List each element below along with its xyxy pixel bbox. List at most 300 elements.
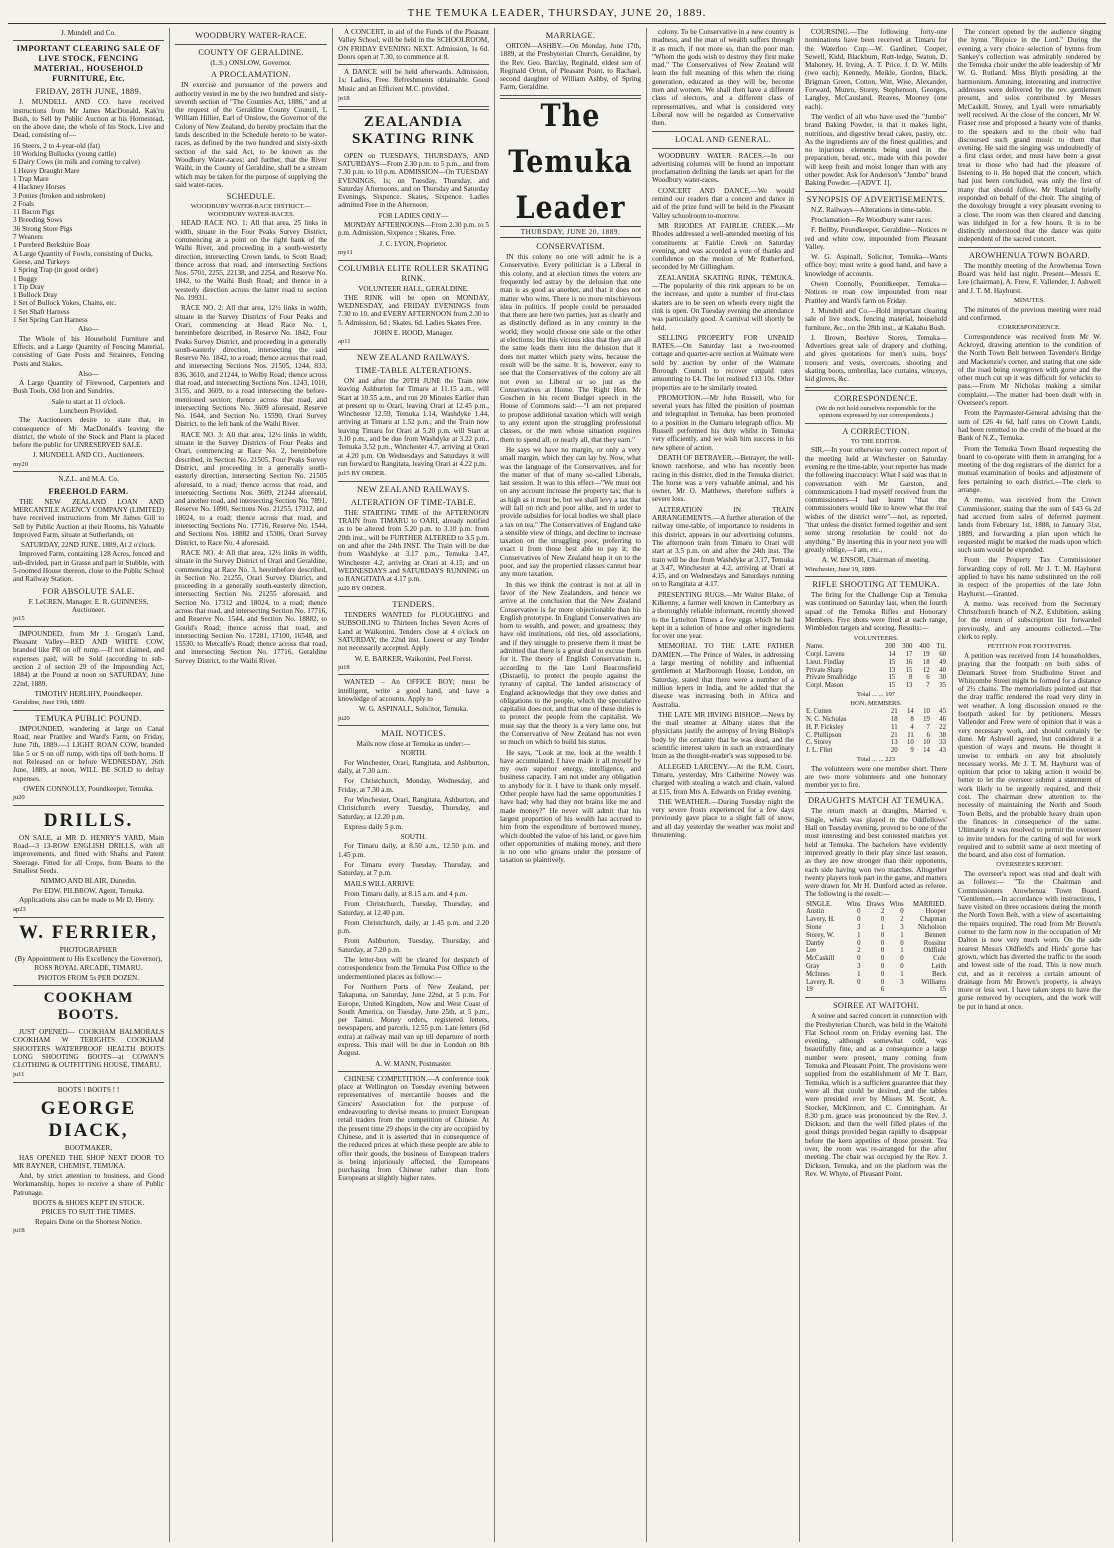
list-item: 7 Weaners (13, 233, 43, 242)
rink-body: OPEN on TUESDAYS, THURSDAYS, AND SATURDAYS—From 2.30 p.m. to 5 p.m., and from 7.30 p.m. to 10 p.m. ADMISSION—On TUESDAY EVENINGS, 1s; on Tuesday, Thursday, and Saturday Afternoons, and on Thursday and Saturday Evenings, Sixpence. Skates, Sixpence. Ladies admitted Free in the Afternoon. (338, 151, 489, 210)
correction-signature: A. W. ENSOR, Chairman of meeting. (821, 556, 931, 565)
issue-dateline: THURSDAY, JUNE 20, 1889. (500, 226, 641, 238)
overseer-report: The overseer's report was read and dealt with as follows:— "To the Chairman and Commissioners Arowhenua Town Board. "Gentlemen,—In accordance with instructions, I have visited on three occasions during the month the North Town Belt, with a view of ascertaining the repairs required. The road from Mr Brown's corner to the farm now in the occupation of Mr Dalton is now very much worn. On the side nearest Messrs Oldfield's and Hirds' gorse has grown, which has diverted the traffic to the south and lowest side of the road. This is now much cut, and as it receives a certain amount of drainage from Mr Brown's property, is always more or less wet. I have taken steps to have the gorse removed by occupiers, and the work will be put in hand at once. (958, 869, 1101, 1011)
table-cell: McInnes (806, 970, 830, 978)
correction-letter: SIR,—In your otherwise very correct report of the meeting held at Winchester on Saturday evening re the time-table, your reporter has made the following inaccuracy: What I said was that in conversation with Mr Garston, and communications I had myself received from the commissioners—I had learnt "that the commissioners would like to know what the real wishes of the district were"—not, as reported, "that unless the district formed together and sent some strong resolution he could not do anything." By inserting this in your next you will greatly oblige,—I am, etc., (805, 446, 947, 554)
table-cell: 10 (906, 739, 914, 747)
sale-body: J. MUNDELL AND CO. have received instructions from Mr James MacDonald, Kak'ru Bush, to Sell by Public Auction at his Homestead, on the above date, the whole of his Stock, Live and Dead, consisting of— (13, 98, 164, 140)
paragraph: MAILS WILL ARRIVE (344, 879, 414, 888)
table-cell: Bennett (924, 931, 946, 939)
table-cell: Nicholson (918, 924, 946, 932)
paragraph: For Winchester, Orari, Rangitata, and Ashburton, daily, at 7.30 a.m. (338, 758, 489, 776)
columns (8, 28, 1106, 1542)
overseer-heading: OVERSEER'S REPORT. (996, 861, 1063, 869)
cookham-heading: COOKHAM BOOTS. (43, 989, 134, 1023)
table-row (805, 724, 947, 732)
table-cell: 15 (888, 658, 896, 666)
alteration-heading: ALTERATION OF TIME-TABLE. (350, 497, 477, 507)
minutes-heading: MINUTES. (1014, 296, 1045, 304)
columbia-heading: COLUMBIA ELITE ROLLER SKATING RINK. (338, 263, 489, 283)
table-cell: 15 (939, 986, 946, 994)
petition-heading: PETITION FOR FOOTPATHS. (987, 643, 1072, 651)
list-item: 6 Dairy Cows (in milk and coming to calve) (13, 158, 140, 167)
paragraph: ALTERATION IN TRAIN ARRANGEMENTS.—A further alteration of the railway time-table, of importance to residents in this district, appears in our advertising columns. The afternoon train from Timaru to Orari will start at 3.5 p.m. on and after the 24th inst. The train will be due from Washdyke at 3.17, Temuka at 3.47, Winchester at 4.2, arriving at Orari at 4.15, and on Wednesdays and Saturdays running on to Rangitata at 4.17. (652, 505, 794, 589)
soiree-heading: SOIREE AT WAITOHI. (832, 1001, 920, 1011)
table-cell: 19 (806, 986, 813, 994)
draughts-heading: DRAUGHTS MATCH AT TEMUKA. (807, 796, 945, 806)
table-cell: Storey, W. (806, 931, 835, 939)
column-2 (170, 28, 333, 1542)
table-cell: 40 (939, 666, 946, 674)
town-board-heading: AROWHENUA TOWN BOARD. (968, 250, 1091, 260)
ferrier-heading: W. FERRIER, (18, 921, 158, 943)
columbia-signature: JOHN E. HOOD, Manager. (373, 329, 454, 338)
table-header-row (805, 643, 947, 651)
table-cell: 30 (939, 674, 946, 682)
timetable-heading: TIME-TABLE ALTERATIONS. (355, 365, 472, 375)
pound-heading: TEMUKA PUBLIC POUND. (35, 713, 142, 723)
table-cell: 6 (880, 986, 885, 994)
column-5 (647, 28, 800, 1542)
ferrier-line2: (By Appointment to His Excellency the Governor), (14, 955, 163, 964)
table-cell: Ttl. (936, 643, 946, 651)
paragraph: THE WEATHER.—During Tuesday night the very severe frosts experienced for a few days previously gave place to a slight fall of snow, and all day yesterday the weather was moist and threatening. (652, 797, 794, 840)
table-cell: C. Storey (806, 739, 832, 747)
sale-date: FRIDAY, 28TH JUNE, 1889. (35, 87, 142, 97)
also-2-body: A Large Quantity of Firewood, Carpenters and Bush Tools, Old Iron and Sundries. (13, 379, 164, 396)
paragraph: From Timaru daily, at 8.15 a.m. and 4 p.m. (344, 889, 468, 898)
paragraph: RACE NO. 3: All that area, 12½ links in width, situate in the Survey Districts of Four Peaks and Orari, commencing at Race No. 2, hereinbefore described, in Section No. 21505, Four Peaks Survey District, and proceeding in a generally south-easterly direction, intersecting Section No. 21505 aforesaid, to a road; thence across that road, and intersecting Sections Nos. 3609, 21244 aforesaid, and another road, and intersecting Section No. 7891, Reserve No. 1890, Sections Nos. 21255, 17312, and 18024, to a road; thence across that road, and intersecting Sections No. 17716, Reserve No. 1544, and Sections Nos. 18882 and 15306, Orari Survey District, to Race No. 4 aforesaid. (175, 430, 327, 547)
paragraph: Proclamation—Re Woodbury water races. (811, 215, 933, 224)
table-cell: 13 (888, 666, 896, 674)
drills-body: ON SALE, at MR D. HENRY'S YARD, Main Road—3 13-ROW ENGLISH DRILLS, with all improvements, and fitted with Shafts and Patent Steerage. Fitted for all Crops, from Beans to the Smallest Seeds. (13, 833, 164, 875)
table-cell: 0 (857, 916, 861, 924)
table-cell: 200 (885, 643, 896, 651)
table-row (805, 932, 947, 940)
paragraph: J. Brown, Beehive Stores, Temuka—Advertises great sale of drapery and clothing, and gives quotations for men's suits, boys' trousers and vests, overcoats, shooting and skating boots, umbrellas, lace curtains, winceys, kid gloves, &c. (805, 333, 947, 384)
paragraph: RACE NO. 2: All that area, 12½ links in width, situate in the Survey Districts of Four Peaks and Orari, commencing at Head Race No. 1, hereinbefore described, in Reserve No. 1842, Four Peaks Survey District, and proceeding in a generally south-easterly direction, intersecting the said Reserve No. 1842, to a road; thence across that road, and intersecting Sections Nos. 21505, 1244, 833, 836, 3610, and 21244, to Welby Road; thence across that road, and intersecting Sections Nos. 1243, 1010, 3155, and 3609, to a road intersecting the before-mentioned section; thence across that road, and intersecting Sections No. 3609 aforesaid, Reserve No. 1644, and Section No. 15590, Orari Survey District, to the left bank of the Waihi River. (175, 304, 327, 429)
columbia-body: THE RINK will be open on MONDAY, WEDNESDAY, and FRIDAY EVENINGS from 7.30 to 10, and EVERY AFTERNOON from 2.30 to 5. Admission, 6d ; Skates, 6d. Ladies Skates Free. (338, 293, 489, 327)
hon-members-heading: HON. MEMBERS. (850, 699, 902, 707)
list-item: 1 Heavy Draught Mare (13, 166, 80, 175)
table-cell: 2 (857, 947, 861, 955)
synopsis-heading: SYNOPSIS OF ADVERTISEMENTS. (806, 194, 946, 204)
table-cell: 22 (939, 723, 946, 731)
table-cell: 60 (939, 650, 946, 658)
table-cell: Cole (933, 955, 946, 963)
table-cell: Hooper (925, 908, 946, 916)
list-item: 1 Purebred Berkshire Boar (13, 241, 90, 250)
absolute-ref: jn15 (13, 615, 25, 623)
table-row (805, 963, 947, 971)
synopsis-items (805, 206, 947, 384)
freehold-heading: FREEHOLD FARM. (48, 486, 129, 496)
drills-heading: DRILLS. (43, 809, 134, 831)
list-item: A Large Quantity of Fowls, consisting of Ducks, Geese, and Turkeys (13, 249, 153, 266)
paragraph: THE LATE MR IRVING BISHOP.—News by the mail steamer at Albany states that the physicians justify the autopsy of Irving Bishop's body by the certainty that he was dead, and the scientific interest taken in such an extraordinary brain as the thought-reader's was supposed to be. (652, 710, 794, 761)
list-item: 36 Strong Store Pigs (13, 224, 73, 233)
drills-signature-2: Per EDW. PILBROW, Agent, Temuka. (32, 886, 145, 895)
table-cell: SINGLE. (806, 900, 832, 908)
to-the-editor: TO THE EDITOR. (850, 437, 902, 445)
table-cell: 14 (888, 650, 896, 658)
list-item: 1 Tip Dray (13, 282, 45, 291)
table-cell: 14 (906, 708, 914, 716)
paragraph: For Timaru every Tuesday, Thursday, and Saturday, at 7 p.m. (338, 861, 489, 878)
office-boy-signature: W. G. ASPINALL, Solicitor, Temuka. (358, 705, 469, 714)
table-row (805, 739, 947, 747)
table-cell: 8 (910, 715, 914, 723)
rink-ref: my11 (338, 248, 353, 256)
concert-continued: The concert opened by the audience singing the hymn "Rejoice in the Lord." During the evening a very choice selection of hymns from Sankey's collection was admirably rendered by the Temuka choir under the able leadership of Mr W. G. Rutland, Miss Blyth presiding at the harmonium. Amusing, interesting and instructive addresses were delivered by the rev. gentlemen present, and solos contributed by Messrs McCaskill, Storey, and Lyall were remarkably well received. At the close of the concert, Mr W. Fraser rose and proposed a hearty vote of thanks to the speakers and to the choir who had discoursed such grand music to them that evening. He said the singing was undoubtedly of a first class order, and must have been a great treat to those who had had the pleasure of listening to it. He hoped that the concert, which had just been concluded, was only the first of many that should follow. Mr Rutland briefly responded on behalf of the choir. The singing of the doxology brought a very pleasant evening to a close. The room was then cleared and dancing was indulged in for a few hours. It is to be distinctly understood that the dance was quite independent of the sacred concert. (958, 28, 1101, 244)
mail-sub: Mails now close at Temuka as under:— (356, 740, 471, 749)
table-cell: 0 (880, 970, 885, 978)
table-cell: Draws (866, 900, 885, 908)
column-1 (8, 28, 170, 1542)
list-item: 16 Steers, 2 to 4-year-old (fat) (13, 141, 100, 150)
table-cell: Beck (932, 970, 946, 978)
volunteers-table (805, 643, 947, 690)
paragraph: From Christchurch, Tuesday, Thursday, and Saturday, at 12.40 p.m. (338, 900, 489, 917)
table-cell: 3 (900, 978, 904, 986)
table-row (805, 659, 947, 667)
table-cell: 33 (939, 739, 946, 747)
paragraph: A memo. was received from the Crown Commissioner, stating that the sum of £43 6s 2d had accrued from sales of deferred payment lands from February 1st, 1888, to January 31st, 1889, and forwarding a plan upon which he requested might be marked the roads upon which such sum would be expended. (958, 496, 1101, 555)
table-row (805, 979, 947, 987)
paragraph: From the Property Tax Commissioner forwarding copy of roll. Mr J. T. M. Hayhurst applied to have his name substituted on the roll in respect of the properties of the late John Hayhurst.—Granted. (958, 556, 1101, 598)
correspondence-heading: CORRESPONDENCE. (834, 393, 918, 403)
schedule-sub: WOODBURY WATER-RACE DISTRICT.— WOODBURY WATER-RACES. (190, 203, 312, 218)
table-cell: H. P. Ficksley (806, 723, 844, 731)
mail-note: The letter-box will be cleared for despatch of correspondence from the Temuka Post Office to the undermentioned places as follow:— (338, 956, 489, 981)
list-item: 3 Ponies (broken and unbroken) (13, 191, 106, 200)
table-cell: Private Smallridge (806, 674, 857, 682)
office-boy-ref: ju20 (338, 714, 350, 722)
paragraph: F. Bellby, Poundkeeper, Geraldine—Notices re red and white cow, impounded from Pleasant Valley. (805, 226, 947, 251)
mail-rows-south (338, 842, 489, 954)
draughts-intro: The return match at draughts, Married v. Single, which was played in the Oddfellows' Hall on Tuesday evening, proved to be one of the most interesting and best contested matches yet held at Temuka. The bachelors have evidently improved greatly in their play since last season, as they are now stronger than their opponents, each side having won two matches. Altogether twenty players took part in the game, and matters were drawn for. Mr H. Dunford acted as referee. The following is the result:— (805, 807, 947, 899)
table-row (805, 940, 947, 948)
paragraph: ZEALANDIA SKATING RINK, TEMUKA.—The popularity of this rink appears to be on the increase, and quite a number of first-class skaters are to be seen on wheels every night the rink is open. On Tuesday evening the attendance was particularly good. A carnival will shortly be held. (652, 273, 794, 332)
table-cell: 9 (910, 747, 914, 755)
soiree-body: A soiree and sacred concert in connection with the Presbyterian Church, was held in the Waitohi Flat School room on Friday evening last. The evening, although somewhat cold, was beautifully fine, and as a consequence a large number were present, many coming from Temuka and Pleasant Point. The provisions were supplied from the establishment of Mr T. Barr, Temuka, which is a sufficient guarantee that they were all that could be desired, and the tables were presided over by Misses M. Scott, A. Stocker, McKinnon, and C. Cunningham. At 8.30 p.m. grace was pronounced by the Rev. J. Dickson, and then the well filled plates of the good things provided began rapidly to disappear before the keen appetites of those present. Tea over, the room was re-arranged for the after meeting. The chair was occupied by the Rev. J. Dickson, Temuka, and on the platform was the Rev. W. Whyte, of Pleasant Point. (805, 1012, 947, 1178)
table-cell: 1 (900, 947, 904, 955)
table-cell: Name. (806, 643, 824, 651)
correction-date: Winchester, June 19, 1889. (805, 565, 877, 573)
table-cell: 43 (939, 747, 946, 755)
rink-heading: ZEALANDIA SKATING RINK (352, 113, 475, 147)
columbia-ref: ap11 (338, 338, 351, 346)
list-item: 10 Working Bullocks (young cattle) (13, 150, 117, 159)
paragraph: From the Temuka Town Board requesting the board to co-operate with them in arranging for a meeting of the dog registrars of the district for a mutual examination of books and adjustment of fees pertaining to each district.—The clerk to arrange. (958, 444, 1101, 495)
table-cell: 19 (923, 715, 930, 723)
volunteer-hall: VOLUNTEER HALL, GERALDINE. (358, 284, 469, 293)
luncheon: Luncheon Provided. (59, 406, 118, 415)
table-cell: 18 (890, 715, 898, 723)
table-cell: Williams (921, 978, 946, 986)
dance-notice: A DANCE will be held afterwards. Admission, 1s; Ladies, Free. Refreshments obtainable. Good Music and an Efficient M.C. provided. (338, 68, 489, 93)
concert-notice: A CONCERT, in aid of the Funds of the Pleasant Valley School, will be held in the SCHOOLROOM, ON FRIDAY EVENING NEXT. Admission, 1s 6d. Doors open at 7.30, to commence at 8. (338, 28, 489, 61)
table-cell: 16 (905, 658, 913, 666)
table-cell: Lavery, R. (806, 978, 835, 986)
cookham-ref: ju11 (13, 1071, 25, 1079)
chinese-competition: CHINESE COMPETITION.—A conference took place at Wellington on Tuesday evening between representatives of mercantile houses and the Grocers' Association for the purpose of endeavouring to devise means to protect European retail traders from the competition of Chinese. At the present time 29 shops in the city are occupied by Chinese, and it is asserted that in consequence of the reduced prices at which these people are able to offer their goods, the business of European traders is being injuriously affected, the Europeans purchasing from Chinese rather than from Europeans at slightly higher rates. (338, 1074, 489, 1183)
petition-body: A petition was received from 14 householders, praying that the footpath on both sides of Denmark Street from Studholme Street and Whitcombe Street might be formed for a distance of 2½ chains. The memorialists pointed out that the dray traffic rendered the road very dirty in wet weather. A long discussion ensued re the footpath asked for by petitioners. Messrs Vallender and Frew were of opinion that it was a very necessary work, and should certainly be done. Mr Ashwell agreed, but considered it a question of ways and means. He thought it unwise to embark on any but absolutely necessary works. Mr J. T. M. Hayhurst was of opinion that prior to taking action it would be better to let the overseer submit a statement of work likely to be urgently required, and their cost. The chairman drew attention to the necessity of maintaining the North and South Town Belts, and the probable heavy drain upon the finances in consequence of the same. Ultimately it was resolved to permit the overseer to invite tenders for the carting of soil for work required and to submit same at next meeting of the board, and also cost of formation. (958, 651, 1101, 860)
column-7 (953, 28, 1106, 1542)
drills-ref: ap23 (13, 906, 26, 914)
also-2: Also— (78, 369, 99, 378)
paragraph: For Timaru daily, at 8.50 a.m., 12.50 p.m. and 1.45 p.m. (338, 842, 489, 859)
tenders-ref: ju18 (338, 663, 350, 671)
table-cell: N. C. Nicholas (806, 715, 847, 723)
paragraph: N.Z. Railways—Alterations in time-table. (811, 205, 932, 214)
sale-time: Sale to start at 11 o'clock. (51, 397, 126, 406)
paragraph: DEATH OF BETRAYER.—Betrayer, the well-known racehorse, and who has recently been racing in this district, died in the Temuka district. The horse was a very valuable animal, and his owner, Mr O. Matthews, therefore suffers a severe loss. (652, 453, 794, 504)
ferrier-sub: PHOTOGRAPHER (59, 945, 118, 954)
table-cell: Chapman (919, 916, 946, 924)
rifle-heading: RIFLE SHOOTING AT TEMUKA. (812, 580, 940, 590)
absolute-sale: FOR ABSOLUTE SALE. (42, 586, 135, 596)
impounded-2: IMPOUNDED, wandering at large on Canal Road, near Prattley and Ward's Farm, on Friday, June 7th, 1889.—1 LIGHT ROAN COW, branded like 5 or S on off rump, with tips off both horns. If not Released on or before WEDNESDAY, 26th June, 1889, at noon, WILL BE SOLD to defray expenses. (13, 724, 164, 783)
ferrier-prices: PHOTOS FROM 5s PER DOZEN. (37, 973, 140, 982)
rifle-note: The volunteers were one member short. There are two more volunteers and one honorary member yet to fire. (805, 764, 947, 790)
absolute-signature: F. LeCREN, Manager. E. R. GUINNESS, Auctioneer. (28, 597, 149, 614)
paragraph: WOODBURY WATER RACES.—In our advertising columns will be found an important proclamation defining the lands set apart for the Woodbury water-races. (652, 151, 794, 185)
sale-heading: IMPORTANT CLEARING SALE OF LIVE STOCK, FENCING MATERIAL, HOUSEHOLD FURNITURE, Etc. (16, 44, 161, 84)
table-row (805, 732, 947, 740)
table-cell: 1 (857, 970, 861, 978)
table-cell: Stone (806, 924, 822, 932)
timetable-body: ON and after the 20TH JUNE the Train now leaving Ashburton for Timaru at 11.15 a.m., will Start at 10.55 a.m., and run 20 Minutes Earlier than at present up to Orari, leaving Orari at 12.45 p.m., Winchester 12.59, Temuka 1.14, Washdyke 1.44, arriving at Timaru at 1.52 p.m.; and the Train now leaving Timaru for Orari at 5.20 p.m. will Start at 3.10 p.m., and be due from Washdyke at 3.22 p.m., Temuka 3.52 p.m., Winchester 4.7, arriving at Orari at 4.20 p.m. On Wednesdays and Saturdays it will run forward to Rangitata, leaving Orari at 4.22 p.m. (338, 376, 489, 468)
tenders-signature: W. E. BARKER, Waikonini, Peel Forest. (354, 654, 473, 663)
table-cell: 13 (905, 682, 913, 690)
table-cell: 1 (857, 931, 861, 939)
tenders-heading: TENDERS. (392, 600, 435, 610)
table-cell: 1 (900, 931, 904, 939)
table-row (805, 747, 947, 755)
paragraph: PRESENTING RUGS.—Mr Walter Blake, of Kilkenny, a farmer well known in Canterbury as a thoroughly reliable informant, recently showed to the Lyttelton Times a few eggs which he had kept in a solution of brine and other ingredients for over one year. (652, 590, 794, 641)
editorial-heading: CONSERVATISM. (536, 242, 605, 252)
paragraph: From Christchurch, daily, at 1.45 p.m. and 2.20 p.m. (338, 918, 489, 936)
table-header-row (805, 901, 947, 909)
paragraph: Correspondence was received from Mr W. Ackroyd, drawing attention to the condition of the North Town Belt between Tavender's Bridge and Mackenzie's corner, and stating that one side of the road being overgrown with gorse and the other much cut up it was difficult for vehicles to pass.—From Mr Nicholas making a similar complaint.—The matter had been dealt with in Overseer's report. (958, 332, 1101, 408)
paragraph: IN this colony no one will admit he is a Conservative. Every politician is a Liberal in this colony, and at election times the voters are frequently led astray by the delusion that one man is as good as another, and that it does not matter who wins. There is no more mischievous idea in politics. If people could be persuaded that there are here two parties, just as clearly and as distinctly defined as in any country in the world, they would choose one side or the other at elections; but this vicious idea that they are all the same leads them into the delusion that it does not matter which party wins, because the result will be the same. It is, however, easy to see that the Conservatives of the colony are all not even so Liberal or so just as the Conservatives at Home. The Right Hon. Mr Goschen in his recent Budget speech in the House of Commons said:—"I am not prepared to propose additional taxation which will weigh to any extent upon the struggling professional classes, or the men whose situation requires them to spend all, or nearly all, that they earn." (500, 253, 641, 444)
sale-items (13, 142, 164, 325)
table-cell: 49 (939, 658, 946, 666)
table-cell: 11 (891, 723, 898, 731)
impounded-1-signature: TIMOTHY HERLIHY, Poundkeeper. (34, 689, 143, 698)
diack-sub: BOOTMAKER, (64, 1144, 113, 1153)
impounded-1-ref: Geraldine, June 19th, 1889. (13, 699, 86, 707)
diack-body-2: And, by strict attention to business, and Good Workmanship, hopes to receive a share of Public Patronage. (13, 1172, 164, 1197)
paragraph: ALLEGED LARCENY.—At the R.M. Court, Timaru, yesterday, Mrs Catherine Nowey was charged with stealing a watch and chain, valued at £15, from Mrs A. Edwards on Friday evening. (652, 762, 794, 796)
list-item: 3 Breeding Sows (13, 216, 63, 225)
paragraph: W. G. Aspinall, Solicitor, Temuka—Wants office boy; must write a good hand, and have a knowledge of accounts. (805, 253, 947, 278)
table-cell: Lee (806, 947, 817, 955)
table-row (805, 716, 947, 724)
table-cell: Corpl. Mason (806, 682, 844, 690)
board-body (958, 333, 1101, 642)
impounded-2-ref: ju20 (13, 794, 25, 802)
table-cell: 4 (910, 723, 914, 731)
list-item: 1 Buggy (13, 274, 38, 283)
marriage-heading: MARRIAGE. (545, 31, 596, 40)
table-cell: 7 (926, 682, 930, 690)
paragraph: From the Paymaster-General advising that the sum of £26 4s 6d, half rates on Crown Lands, had been remitted to the credit of the board at the Bank of N.Z., Temuka. (958, 409, 1101, 443)
minutes-body: The minutes of the previous meeting were read and confirmed. (958, 305, 1101, 322)
table-cell: 17 (905, 650, 913, 658)
alteration-body: THE STARTING TIME of the AFTERNOON TRAIN from TIMARU to OARI, already notified as to be altered from 5.20 p.m. to 3.10 p.m. from 20th inst., will be FURTHER ALTERED to 3.5 p.m. on and after the 24th INST. The Train will be due from Washdyke at 3.17 p.m., Temuka 3.47, Winchester 4.2, arriving at Orari at 4.15; and on WEDNESDAYS and SATURDAYS RUNNING on to RANGITATA at 4.17 p.m. (338, 508, 489, 584)
table-cell: Lieut. Findlay (806, 658, 845, 666)
tenders-body: TENDERS WANTED for PLOUGHING and SUBSOILING to Thirteen Inches Seven Acres of Land at Waikonini. Tenders close at 4 o'clock on SATURDAY, the 22nd inst. Lowest or any Tender not necessarily accepted. Apply (338, 611, 489, 653)
county-heading: COUNTY OF GERALDINE. (198, 48, 304, 57)
newspaper-nameplate: The Temuka Leader (508, 98, 633, 227)
water-race-heading: WOODBURY WATER-RACE. (195, 31, 307, 40)
table-cell: 400 (919, 643, 930, 651)
table-cell: McCaskill (806, 955, 835, 963)
board-correspondence-heading: CORRESPONDENCE. (998, 324, 1061, 332)
diack-body: HAS OPENED THE SHOP NEXT DOOR TO MR RAYNER, CHEMIST, TEMUKA. (13, 1153, 164, 1170)
paragraph: Owen Connolly, Poundkeeper, Temuka—Notices re roan cow impounded from near Prattley and Ward's farm on Friday. (805, 280, 947, 305)
table-cell: 38 (939, 731, 946, 739)
paragraph: J. Mundell and Co.—Hold important clearing sale of live stock, fencing material, household furniture, &c., on the 28th inst., at Kakahu Bush. (805, 306, 947, 332)
schedule-heading: SCHEDULE. (226, 192, 276, 202)
table-cell: 0 (880, 931, 885, 939)
paragraph: A memo. was received from the Secretary Christchurch branch of N.Z. Exhibition, asking for the return of subscription list forwarded previously, and any amounts collected.—The clerk to reply. (958, 599, 1101, 642)
table-cell: 0 (900, 955, 904, 963)
table-row (805, 916, 947, 924)
table-cell: 8 (909, 674, 913, 682)
table-cell: 11 (907, 731, 914, 739)
correction-heading: A CORRECTION. (842, 426, 910, 436)
hon-members-table (805, 708, 947, 755)
table-cell: Gray (806, 963, 820, 971)
paragraph: He says we have no margin, or only a very small margin, which they can lay by. Now, what was the language of the Conservatives, and for the matter of that of many so-called Liberals, last session. It was to this effect—"We must not on any account increase the property tax; that is as high as it must be, but we shall levy a tax that will fall on rich and poor alike, and in order to provide subsidies for local bodies we shall place a tax on tea." The Conservatives of England take a sensible view of things, and decline to increase taxation on the struggling poor, preferring to exact it from those best able to pay it; the Conservatives of New Zealand heap it on to the poor, and say the propertied classes cannot bear any more taxation. (500, 445, 641, 579)
volunteers-total: Total ... ... 197 (856, 690, 896, 698)
table-cell: 0 (900, 963, 904, 971)
table-cell: Corpl. Lavens (806, 650, 845, 658)
hon-members-total: Total ... ... 223 (856, 755, 896, 763)
table-cell: 20 (890, 747, 898, 755)
list-item: 1 Set Spring Cart Harness (13, 316, 88, 325)
coursing-item: COURSING.—The following forty-one nominations have been received at Timaru for the Waterloo Cup:—W. Gardiner, Cooper, Sewell, Kidd, Blackburn, Rutt-ledge, Seaton, D. Mahoney, H. Irving, A. T. Price, J. D. W. Mills (two each); Kennedy, Meikle, Gordon, Black, Brigman Green, Cotton, Witt, Wise, Alexander, Forward, Munro, Storey, Stephenson, Georges, Langley, McCausland, Reaves, Mooney (one each). (805, 28, 947, 111)
town-board-intro: The monthly meeting of the Arowhenua Town Board was held last night. Present—Messrs E. Lee (chairman), A. Frew, F. Vallender, J. Ashwell and J. T. M. Hayhurst. (958, 261, 1101, 295)
table-cell: 0 (880, 963, 885, 971)
paragraph: HEAD RACE NO. 1: All that area, 25 links in width, situate in the Four Peaks Survey District, commencing at a point on the right bank of the Waihi River, and proceeding in a south-westerly direction, intersecting Crown lands, to Scott Road; thence across that road, and intersecting Sections Nos. 5701, 2255, 22138, and 2254, and Reserve No. 1842, to the Waihi Bush Road; and thence in a westerly direction across the latter road to section No. 19931. (175, 219, 327, 303)
table-cell: Wins (889, 900, 904, 908)
table-cell: 12 (922, 666, 930, 674)
table-cell: 6 (926, 674, 930, 682)
table-cell: Danby (806, 939, 825, 947)
table-cell: 15 (905, 666, 913, 674)
ladies-body: MONDAY AFTERNOONS—From 2.30 p.m. to 5 p.m. Admission, Sixpence ; Skates, Free. (338, 221, 489, 238)
table-row (805, 682, 947, 690)
table-cell: Leith (931, 963, 946, 971)
table-cell: 0 (857, 908, 861, 916)
table-cell: 0 (900, 939, 904, 947)
table-cell: MARRIED. (912, 900, 946, 908)
diack-repairs: Repairs Done on the Shortest Notice. (35, 1217, 142, 1226)
drills-note: Applications also can be made to Mr D. Henry. (19, 895, 155, 904)
proclamation-heading: A PROCLAMATION. (211, 70, 291, 80)
freehold-date: SATURDAY, 22ND JUNE, 1889, At 2 o'clock. (20, 541, 157, 550)
list-item: 11 Bacon Pigs (13, 208, 55, 217)
railways-heading-2: NEW ZEALAND RAILWAYS. (357, 484, 470, 494)
diack-heading: GEORGE DIACK, (40, 1098, 137, 1142)
rifle-intro: The firing for the Challenge Cup at Temuka was continued on Saturday last, when the fourth squad of the Temuka Rifles and Honorary Members. Five shots were fired at each range, Wimbledon targets and scoring. Results:— (805, 591, 947, 633)
jumbo-advert: The verdict of all who have used the "Jumbo" brand Baking Powder, is that it makes light, nutritious, and digestive bread cakes, pastry, etc. As the ingredients are of the finest qualities, and no injurious elements being used in the preparation, bread, etc., made with this powder will keep fresh and moist longer than with any other powder. Ask for Anderson's "Jumbo" brand Baking Powder.—[ADVT. 1]. (805, 112, 947, 188)
table-cell: Rossiter (923, 939, 946, 947)
draughts-table (805, 901, 947, 995)
table-cell: 1 (900, 970, 904, 978)
mail-south: SOUTH. (400, 833, 427, 842)
freehold-desc: Improved Farm, containing 128 Acres, fenced and sub-divided, part in Grasse and part in Stubble, with 5-roomed House thereon, close to the Public School and Railway Station. (13, 550, 164, 584)
diack-ref: ju18 (13, 1226, 25, 1234)
table-cell: 0 (880, 939, 885, 947)
table-row (805, 674, 947, 682)
ladies-heading: FOR LADIES ONLY— (378, 211, 449, 220)
table-cell: 13 (890, 739, 898, 747)
table-row (805, 947, 947, 955)
table-cell: 0 (880, 955, 885, 963)
table-cell: 0 (880, 978, 885, 986)
cookham-body: JUST OPENED— COOKHAM BALMORALS COOKHAM W TERIGHTS COOKHAM SHOOTERS WATERPROOF HEALTH BOOTS LONG SHOOTING BOOTS—at COWAN'S CLOTHING & OUTFITTING HOUSE, TIMARU. (13, 1027, 164, 1070)
table-cell: 15 (888, 682, 896, 690)
column-3 (333, 28, 495, 1542)
table-cell: 45 (939, 708, 946, 716)
paragraph: colony. To be Conservative in a new country is madness, and the man of wealth suffers through it as much, if not more so, than the poor man. "Whom the gods wish to destroy they first make mad." The Conservatives of New Zealand will learn the full meaning of this when the rising generation, educated as they will be, become men and women. We shall then have a different class of electors, and a different class of representatives, and what is considered very Liberal now will be regarded as Conservative then. (652, 28, 794, 128)
office-boy-notice: WANTED – An OFFICE BOY; must be intelligent, write a good hand, and have a knowledge of accounts. Apply to (338, 678, 489, 703)
table-cell: 2 (880, 908, 885, 916)
race-list (175, 219, 327, 665)
drills-signature: NIMMO AND BLAIR, Dunedin. (40, 877, 137, 886)
table-cell (842, 986, 861, 994)
nzla-heading: N.Z.L. and M.A. Co. (58, 475, 119, 484)
paragraph: In this we think the contrast is not at all in favor of the New Zealanders, and hence we arrive at the conclusion that the New Zealand Conservative is far more objectionable than his English prototype. In England Conservatives are born to wealth, and power, and greatness; they have old institutions, old ties, old associations, and if they struggle to preserve them it must be admitted that there is a great deal to excuse them for it. The theory of English Conservatism is, according to the late Lord Beaconsfield (Disraeli), to protect the people against the tyranny of capital. The landed aristocracy of England acknowledge that they owe duties and obligations to the people, which the speculative capitalist does not, and that one of these duties is to protect the people from the capitalist. We must say that the theory is a very lame one, but the Conservative of New Zealand has not even so much on which to build his status. (500, 580, 641, 747)
table-cell: 300 (902, 643, 913, 651)
mail-note-2: For Northern Ports of New Zealand, per Takapuna, on Saturday, June 22nd, at 5 p.m. For Europe, United Kingdom, Now and West Coast of South America, on Tuesday, June 25th, at 5 p.m., per Tainui. Money orders, registered letters, newspapers, and parcels, 12.55 p.m. Late letters (6d extra) at railway mail van up till departure of north express. This mail will be due in London on 8th August. (338, 982, 489, 1058)
paragraph: RACE NO. 4: All that area, 12½ links in width, situate in the Survey District of Orari and Geraldine, commencing at Race No. 3, hereinbefore described, in Section No. 21255, Orari Survey District, and proceeding in a generally south-easterly direction, intersecting Section No. 21255 aforesaid, and Section No. 17312 and 18024, to a road; thence across that road, and intersecting Section No. 17716, and Reserve No. 1544, and Section No. 18882, to Gould's Road; thence across that road, and intersecting Section No. 17281, 17100, 16548, and 15530, to Metcalfe's Road; thence across that road, and intersecting Section No. 17716, Geraldine Survey District, to the Waihi River. (175, 548, 327, 665)
table-cell: 3 (857, 963, 861, 971)
table-cell: 0 (880, 916, 885, 924)
railways-heading: NEW ZEALAND RAILWAYS. (357, 352, 470, 362)
paragraph: He says, "Look at me, look at the wealth I have accumulated; I have made it all myself by my own superior energy, intelligence, and business capacity. I am not under any obligation to anybody for it. I have to thank only myself. Other people have had the same opportunities I have had; why had they not brains like me and made money?" He never will admit that his largest proportion of his wealth has accrued to him from the expenditure of borrowed money, which doubled the value of his land, or gave him other opportunities of making money, and there is no one who groans under the pressure of taxation so plaintively. (500, 748, 641, 865)
alteration-ref: ju20 BY ORDER. (338, 585, 386, 593)
table-row (805, 955, 947, 963)
table-cell: E. Cutten (806, 708, 832, 716)
table-cell: 15 (888, 674, 896, 682)
table-row (805, 651, 947, 659)
table-cell: 10 (923, 708, 930, 716)
boots-heading: BOOTS ! BOOTS ! ! (57, 1085, 120, 1094)
editorial-continued (652, 28, 794, 128)
list-item: 1 Trap Mare (13, 174, 49, 183)
table-cell: Oldfield (923, 947, 946, 955)
list-item: 1 Bullock Dray (13, 291, 58, 300)
auction-signature: J. MUNDELL AND CO., Auctioneers. (32, 451, 145, 460)
table-cell: 18 (922, 658, 930, 666)
table-cell: 46 (939, 715, 946, 723)
paragraph: MEMORIAL TO THE LATE FATHER DAMIEN.—The Prince of Wales, in addressing a large meeting of nobility and influential gentlemen at Marlborough House, London, on Saturday, stated that there were a number of a million lepers in India, and he added that the disease was increasing both in Africa and Australia. (652, 642, 794, 709)
mail-signature: A. W. MANN, Postmaster. (375, 1059, 452, 1068)
table-cell: Wins (846, 900, 861, 908)
paragraph: SELLING PROPERTY FOR UNPAID RATES.—On Saturday last a two-roomed cottage and quarter-acre section at Waimate were sold by auction by order of the Waimate Borough Council to recover unpaid rates amounting to £4. The lot realised £13 10s. Other properties are to be similarly treated. (652, 333, 794, 392)
local-general-items (652, 152, 794, 840)
mail-heading: MAIL NOTICES. (381, 729, 446, 739)
also-1: Also— (78, 325, 99, 334)
column-4 (495, 28, 647, 1542)
table-row (805, 971, 947, 979)
